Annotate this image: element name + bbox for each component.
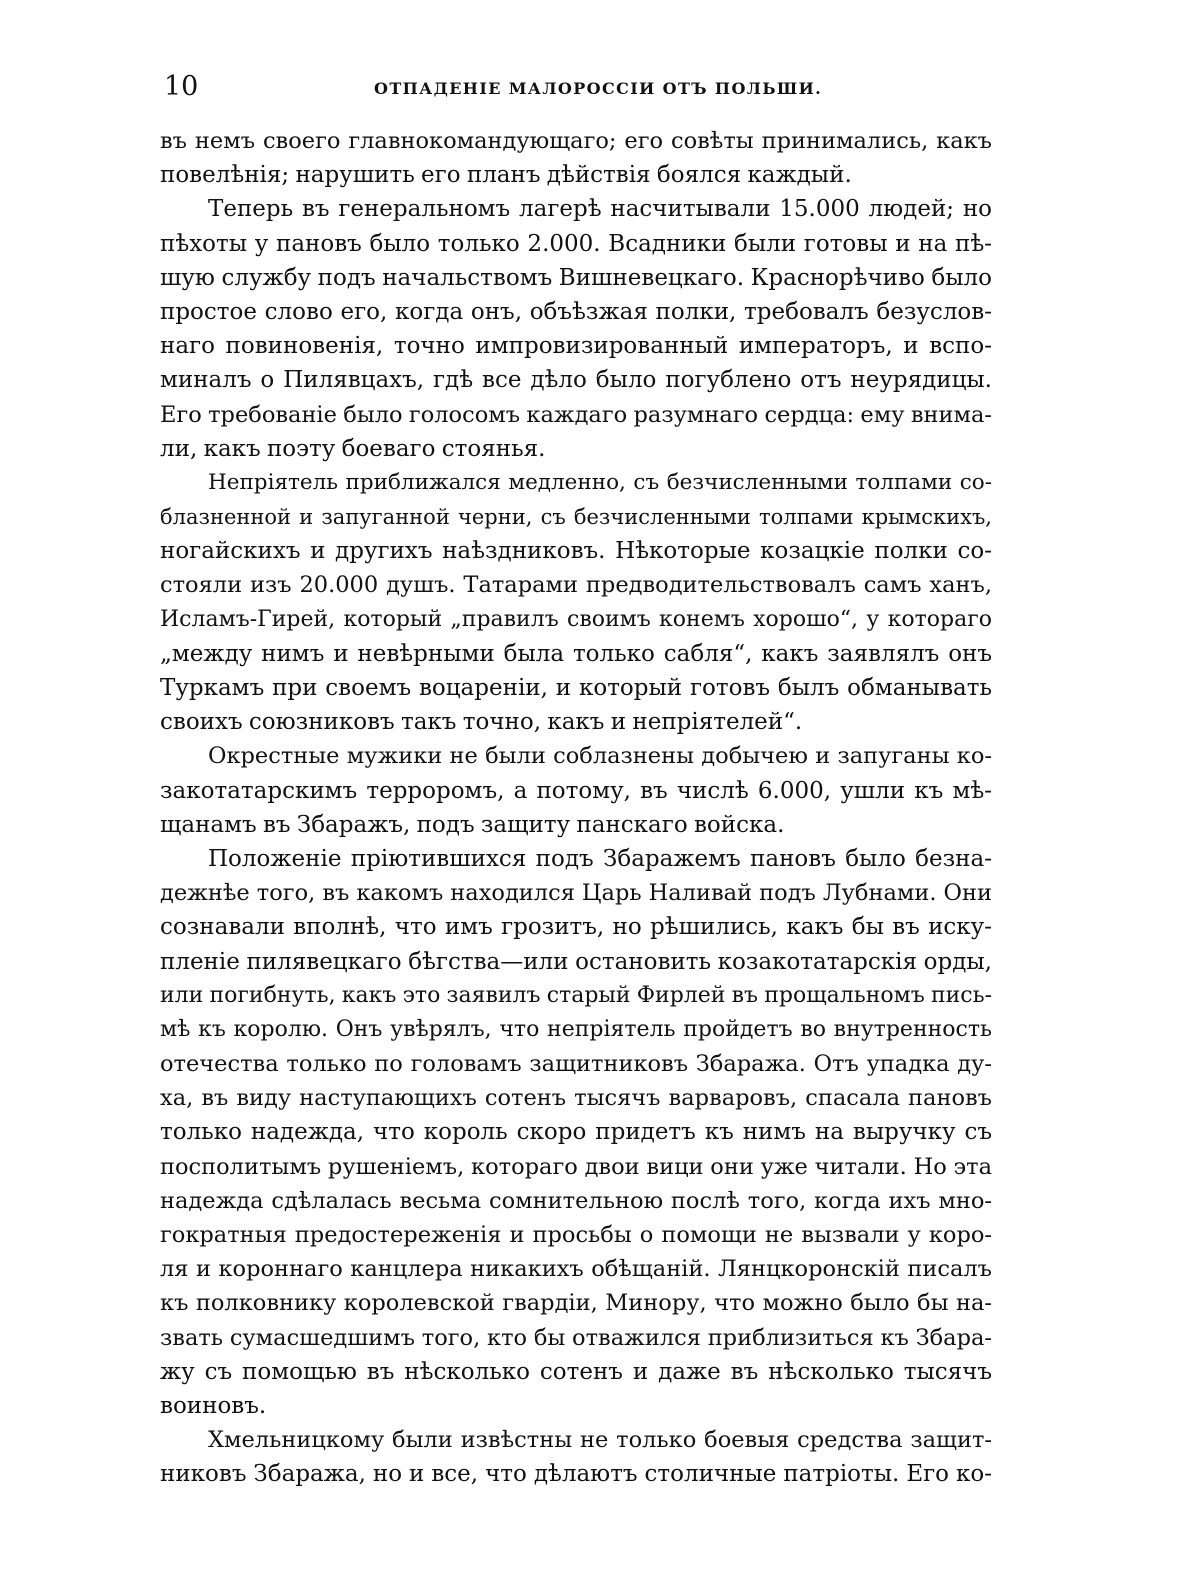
text-line: въ немъ своего главнокомандующаго; его совѣты принимались, какъ [160,128,992,154]
text-line: надежда сдѣлалась весьма сомнительною послѣ того, когда ихъ мно- [160,1187,992,1214]
text-line: Теперь въ генеральномъ лагерѣ насчитывали 15.000 людей; но [208,196,992,223]
text-line: ха, въ виду наступающихъ сотенъ тысячъ варваровъ, спасала пановъ [160,1085,992,1112]
text-line: никовъ Збаража, но и все, что дѣлаютъ столичные патріоты. Его ко- [160,1461,992,1488]
text-line: ля и короннаго канцлера никакихъ обѣщаній. Лянцкоронскій писалъ [160,1256,992,1283]
text-line: Исламъ-Гирей, который „правилъ своимъ конемъ хорошо“, у котораго [160,606,992,632]
text-line: Хмельницкому были извѣстны не только боевыя средства защит- [208,1427,992,1454]
text-line: звать сумасшедшимъ того, кто бы отважился приблизиться къ Збара- [160,1324,992,1351]
text-line: Непріятель приближался медленно, съ безчисленными толпами со- [208,469,992,495]
text-line: шую службу подъ начальствомъ Вишневецкаго. Краснорѣчиво было [160,264,992,291]
text-line: щанамъ въ Збаражъ, подъ защиту панскаго войска. [160,811,785,838]
text-line: только надежда, что король скоро придетъ къ нимъ на выручку съ [160,1119,992,1146]
text-line: сознавали вполнѣ, что имъ грозитъ, но рѣшились, какъ бы въ иску- [160,914,992,941]
page-header: ОТПАДЕНІЕ МАЛОРОССІИ ОТЪ ПОЛЬШИ. [374,79,823,98]
paragraph [160,842,992,1423]
text-line: Его требованіе было голосомъ каждаго разумнаго сердца: ему внима- [160,401,992,428]
text-line: Туркамъ при своемъ воцареніи, и который готовъ былъ обманывать [160,675,992,701]
text-line: своихъ союзниковъ такъ точно, какъ и непріятелей“. [160,709,803,736]
text-line: посполитымъ рушеніемъ, котораго двои вици они уже читали. Но эта [160,1153,992,1180]
paragraph [160,124,992,192]
text-line: къ полковнику королевской гвардіи, Минору, что можно было бы на- [160,1290,992,1317]
text-line: мѣ къ королю. Онъ увѣрялъ, что непріятель пройдетъ во внутренность [160,1016,992,1042]
body-text [160,124,992,1492]
text-line: или погибнуть, какъ это заявилъ старый Фирлей въ прощальномъ пись- [160,982,992,1008]
text-line: повелѣнія; нарушить его планъ дѣйствія боялся каждый. [160,162,852,189]
text-line: блазненной и запуганной черни, съ безчисленными толпами крымскихъ, [160,505,992,530]
text-line: простое слово его, когда онъ, объѣзжая полки, требовалъ безуслов- [160,298,992,325]
text-line: миналъ о Пилявцахъ, гдѣ все дѣло было погублено отъ неурядицы. [160,367,992,394]
text-line: дежнѣе того, въ какомъ находился Царь Наливай подъ Лубнами. Они [160,880,992,907]
text-line: Положеніе пріютившихся подъ Збаражемъ пановъ было безна- [208,845,992,872]
text-line: пѣхоты у пановъ было только 2.000. Всадники были готовы и на пѣ- [160,230,992,257]
text-line: „между нимъ и невѣрными была только сабля“, какъ заявлялъ онъ [160,640,992,667]
text-line: воиновъ. [160,1392,267,1419]
paragraph [160,466,992,740]
paragraph [160,192,992,466]
text-line: гократныя предостереженія и просьбы о помощи не вызвали у коро- [160,1222,992,1248]
text-line: закотатарскимъ терроромъ, а потому, въ числѣ 6.000, ушли къ мѣ- [160,777,992,804]
text-line: Окрестные мужики не были соблазнены добычею и запуганы ко- [208,743,992,770]
text-line: жу съ помощью въ нѣсколько сотенъ и даже въ нѣсколько тысячъ [160,1358,992,1385]
running-head [164,70,1024,110]
text-line: пленіе пилявецкаго бѣгства—или остановить козакотатарскія орды, [160,948,992,975]
page-number: 10 [164,71,199,102]
text-line: отечества только по головамъ защитниковъ Збаража. Отъ упадка ду- [160,1051,992,1078]
text-line: ногайскихъ и другихъ наѣздниковъ. Нѣкоторые козацкіе полки со- [160,538,992,565]
text-line: стояли изъ 20.000 душъ. Татарами предводительствовалъ самъ ханъ, [160,572,992,599]
text-line: наго повиновенія, точно импровизированный императоръ, и вспо- [160,333,992,360]
paragraph [160,739,992,842]
text-line: ли, какъ поэту боеваго стоянья. [160,435,546,462]
paragraph [160,1423,992,1491]
